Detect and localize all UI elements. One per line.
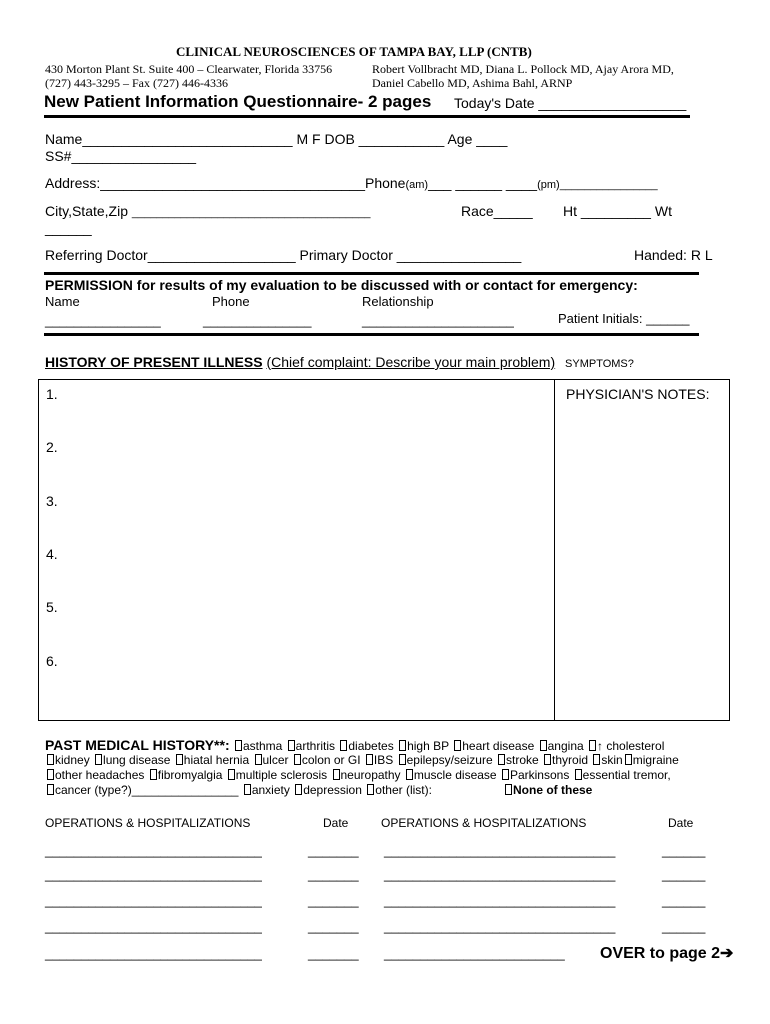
pmh-option: heart disease [462,739,535,753]
arrow-up-icon: ↑ [597,739,604,753]
org-phone: (727) 443-3295 – Fax (727) 446-4336 [45,76,228,90]
pmh-option: muscle disease [413,768,497,782]
pmh-option: stroke [505,753,539,767]
pmh-option: Parkinsons [509,768,570,782]
checkbox-icon[interactable] [406,769,413,780]
pmh-row-4 [45,783,432,797]
city-state-zip-field[interactable] [45,203,370,219]
checkbox-icon[interactable] [47,754,54,765]
checkbox-icon[interactable] [288,740,295,751]
pmh-option: arthritis [295,739,336,753]
checkbox-icon[interactable] [544,754,551,765]
checkbox-icon[interactable] [244,784,251,795]
pmh-option: thyroid [552,753,589,767]
doctors-line-1: Robert Vollbracht MD, Diana L. Pollock MD, Ajay Arora MD, [372,62,674,76]
pmh-none-option [503,783,592,797]
checkbox-icon[interactable] [366,754,373,765]
pmh-option: migraine [632,753,679,767]
title-rule [44,115,690,118]
name-dob-age-field[interactable]: Name___________________________ M F DOB ___________ Age ____ [45,131,508,147]
permission-phone-line[interactable]: _______________ [203,313,312,328]
operation-line[interactable]: ______________________________ [45,919,262,934]
operation-line[interactable]: ________________________________ [384,919,616,934]
pmh-option: kidney [55,753,90,767]
checkbox-icon[interactable] [625,754,632,765]
permission-rule-bottom [44,333,699,336]
operation-date-line[interactable]: ______ [662,893,706,908]
operation-date-line[interactable]: _______ [308,893,359,908]
checkbox-icon[interactable] [150,769,157,780]
operation-date-line[interactable]: _______ [308,843,359,858]
pmh-option: cholesterol [606,739,665,753]
phone-am-label: (am) [405,179,429,191]
ht-wt-field[interactable]: Ht _________ Wt [563,203,672,219]
hpi-subtitle: (Chief complaint: Describe your main problem) [266,354,556,370]
checkbox-icon[interactable] [255,754,262,765]
checkbox-icon[interactable] [399,740,406,751]
pmh-row-2 [45,753,679,767]
hpi-item[interactable]: 5. [46,599,58,615]
address-field[interactable] [45,175,658,191]
handed-field[interactable]: Handed: R L [634,247,713,263]
pmh-option: anxiety [251,783,290,797]
checkbox-icon[interactable] [575,769,582,780]
hpi-item[interactable]: 1. [46,386,58,402]
operation-date-line[interactable]: ______ [662,867,706,882]
pmh-heading: PAST MEDICAL HISTORY**: [45,737,230,753]
hpi-item[interactable]: 4. [46,546,58,562]
checkbox-icon[interactable] [228,769,235,780]
pmh-option: epilepsy/seizure [406,753,493,767]
checkbox-icon[interactable] [593,754,600,765]
doctors-line-2: Daniel Cabello MD, Ashima Bahl, ARNP [372,76,573,90]
operation-line[interactable]: ______________________________ [45,946,262,961]
operation-date-line[interactable]: ______ [662,843,706,858]
pmh-option: fibromyalgia [157,768,223,782]
patient-initials-field[interactable]: Patient Initials: ______ [558,311,690,326]
pmh-option: IBS [373,753,394,767]
operation-date-line[interactable]: _______ [308,946,359,961]
operation-line[interactable]: ________________________________ [384,867,616,882]
checkbox-icon[interactable] [367,784,374,795]
phone-pm-line[interactable]: ________________ [559,179,658,191]
hpi-divider [554,380,555,720]
permission-relationship-line[interactable]: _____________________ [362,313,514,328]
pmh-row-1 [45,737,664,753]
checkbox-icon[interactable] [295,784,302,795]
operation-line[interactable]: ______________________________ [45,843,262,858]
city-line[interactable]: _______________________________________ [131,207,371,219]
pmh-option: multiple sclerosis [235,768,328,782]
symptoms-label: SYMPTOMS? [565,358,634,370]
operations-date-1: Date [323,816,349,830]
pmh-option: essential tremor, [582,768,671,782]
org-address: 430 Morton Plant St. Suite 400 – Clearwater, Florida 33756 [45,62,333,76]
permission-name-label: Name [45,294,80,309]
hpi-item[interactable]: 2. [46,439,58,455]
phone-am-line[interactable]: ___ ______ ____ [428,175,538,191]
hpi-item[interactable]: 3. [46,493,58,509]
checkbox-icon[interactable] [294,754,301,765]
pmh-option: angina [547,739,584,753]
pmh-option: ulcer [262,753,289,767]
doctor-fields[interactable]: Referring Doctor___________________ Primary Doctor ________________ [45,247,522,263]
checkbox-icon[interactable] [540,740,547,751]
permission-name-line[interactable]: ________________ [45,313,161,328]
checkbox-icon[interactable] [176,754,183,765]
operation-line[interactable]: ______________________________ [45,893,262,908]
over-to-page-2: OVER to page 2➔ [600,945,734,962]
org-name: CLINICAL NEUROSCIENCES OF TAMPA BAY, LLP (CNTB) [176,44,532,59]
operation-line[interactable]: ______________________________ [45,867,262,882]
permission-rule-top [44,272,699,275]
checkbox-icon[interactable] [498,754,505,765]
permission-relationship-label: Relationship [362,294,434,309]
checkbox-icon[interactable] [399,754,406,765]
permission-heading: PERMISSION for results of my evaluation to be discussed with or contact for emergency: [45,277,638,293]
hpi-heading [45,354,634,370]
checkbox-icon[interactable] [333,769,340,780]
phone-pm-label: (pm) [537,179,560,191]
operations-date-2: Date [668,816,694,830]
checkbox-icon[interactable] [589,740,596,751]
operation-line[interactable]: ________________________________ [384,843,616,858]
pmh-option: colon or GI [301,753,361,767]
checkbox-icon[interactable] [95,754,102,765]
permission-phone-label: Phone [212,294,250,309]
checkbox-icon[interactable] [47,769,54,780]
pmh-option: high BP [407,739,449,753]
operation-date-line[interactable]: ______ [662,919,706,934]
address-label: Address:__________________________________Phone [45,175,406,191]
ssn-field[interactable]: SS#________________ [45,148,197,164]
operation-date-line[interactable]: _______ [308,867,359,882]
operations-header-2: OPERATIONS & HOSPITALIZATIONS [381,816,587,830]
hpi-title: HISTORY OF PRESENT ILLNESS [45,354,263,370]
operations-header-1: OPERATIONS & HOSPITALIZATIONS [45,816,251,830]
checkbox-icon[interactable] [454,740,461,751]
pmh-option: diabetes [348,739,394,753]
checkbox-icon[interactable] [47,784,54,795]
operation-line[interactable]: ________________________________ [384,893,616,908]
pmh-option: other (list): [375,783,432,797]
operation-date-line[interactable]: _______ [308,919,359,934]
checkbox-icon[interactable] [502,769,509,780]
pmh-option: depression [303,783,362,797]
todays-date-field[interactable]: Today's Date ___________________ [454,95,687,111]
pmh-option: hiatal hernia [183,753,250,767]
pmh-option: other headaches [55,768,145,782]
checkbox-icon[interactable] [340,740,347,751]
checkbox-icon[interactable] [505,784,512,795]
pmh-option: asthma [242,739,283,753]
pmh-row-3 [45,768,671,782]
hpi-table [38,379,730,721]
wt-line[interactable]: ______ [45,220,92,236]
race-field[interactable]: Race_____ [461,203,533,219]
pmh-option: neuropathy [340,768,401,782]
pmh-option: lung disease [103,753,171,767]
physician-notes-label: PHYSICIAN'S NOTES: [566,386,710,402]
pmh-none-label: None of these [513,783,593,797]
checkbox-icon[interactable] [235,740,242,751]
pmh-option: skin [601,753,623,767]
city-label: City,State,Zip [45,203,128,219]
hpi-item[interactable]: 6. [46,653,58,669]
form-title: New Patient Information Questionnaire- 2 pages [44,92,432,111]
operation-line[interactable]: _________________________ [384,946,565,961]
pmh-cancer-field[interactable]: cancer (type?)________________ [55,783,239,797]
